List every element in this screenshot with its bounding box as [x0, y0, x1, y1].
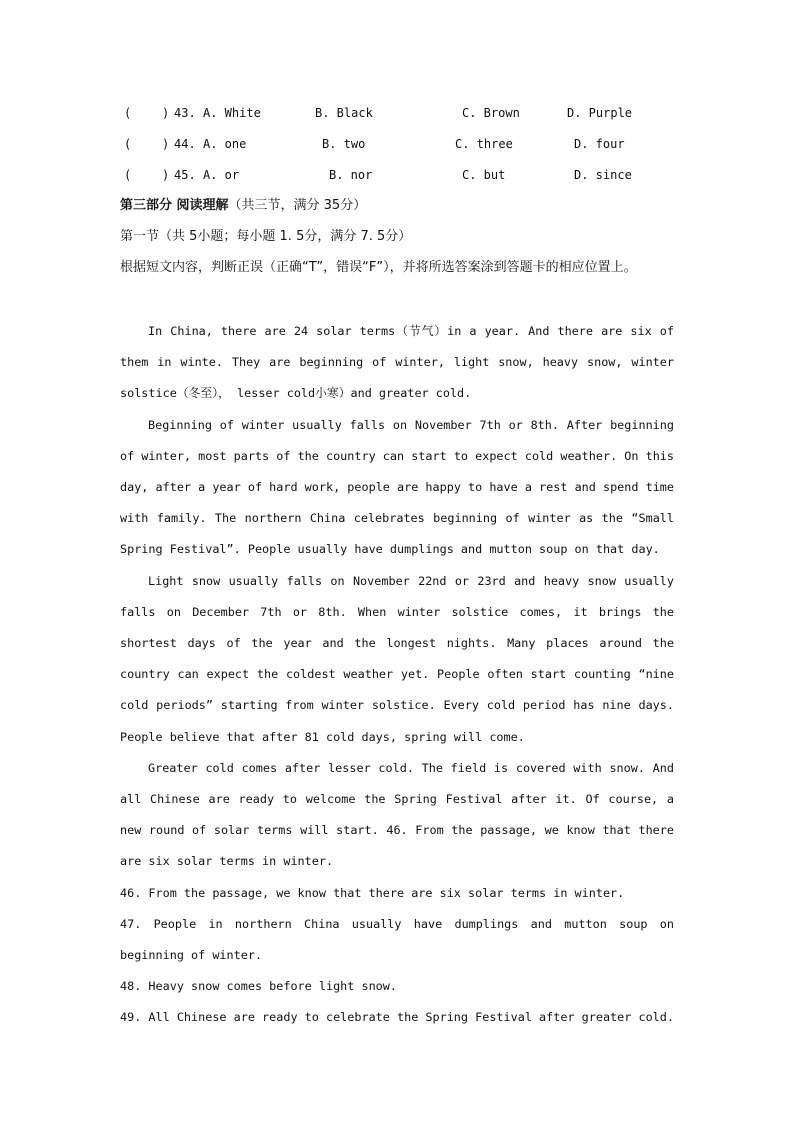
option-d: D. since [574, 168, 632, 182]
passage-paragraph: Beginning of winter usually falls on November 7th or 8th. After beginning of winter, most parts of the country can start to expect cold weather. On this day, after a year of hard work, people are happy to have a rest and spend time with family. The northern China celebrates beginning of winter as the “Small Spring Festival”. People usually have dumplings and mutton soup on that day. [120, 417, 674, 557]
option-b: B. nor [329, 168, 373, 182]
answer-paren-open: ( [124, 168, 132, 182]
passage-paragraph: Light snow usually falls on November 22nd or 23rd and heavy snow usually falls on December 7th or 8th. When winter solstice comes, it brings the shortest days of the year and the longest nights. Many places around the country can expect the coldest weather yet. People often start counting “nine cold periods” starting from winter solstice. Every cold period has nine days. People believe that after 81 cold days, spring will come. [120, 573, 674, 744]
option-c: C. Brown [462, 106, 520, 120]
option-d: D. Purple [567, 106, 633, 120]
option-c: C. three [455, 137, 513, 151]
option-b: B. two [322, 137, 366, 151]
section-heading [120, 196, 366, 216]
section-heading-note: （共三节，满分 35分） [228, 198, 367, 213]
question-item: 48. Heavy snow comes before light snow. [120, 979, 397, 994]
passage-paragraph: In China, there are 24 solar terms（节气）in a year. And there are six of them in winte. They are beginning of winter, light snow, heavy snow, winter solstice（冬至）， lesser cold小寒）and greater cold. [120, 324, 674, 401]
answer-paren-open: ( [124, 106, 132, 120]
option-a: A. or [203, 168, 240, 182]
section-instruction: 根据短文内容，判断正误（正确“T”，错误“F”），并将所选答案涂到答题卡的相应位置上。 [120, 260, 637, 275]
question-item: 47. People in northern China usually have dumplings and mutton soup on beginning of winter. [120, 916, 674, 963]
question-item: 46. From the passage, we know that there are six solar terms in winter. [120, 885, 625, 900]
option-b: B. Black [315, 106, 373, 120]
reading-passage [120, 316, 674, 1034]
section-heading-title: 第三部分 阅读理解 [120, 198, 229, 213]
option-c: C. but [462, 168, 506, 182]
answer-paren-open: ( [124, 137, 132, 151]
question-number: 43. [174, 106, 196, 120]
option-d: D. four [574, 137, 625, 151]
question-number: 44. [174, 137, 196, 151]
answer-paren-close: ) [162, 137, 170, 151]
answer-paren-close: ) [162, 106, 170, 120]
passage-paragraph: Greater cold comes after lesser cold. The field is covered with snow. And all Chinese are ready to welcome the Spring Festival after it. Of course, a new round of solar terms will start. 46. From the passage, we know that there are six solar terms in winter. [120, 760, 674, 869]
option-a: A. White [203, 106, 261, 120]
question-item: 49. All Chinese are ready to celebrate the Spring Festival after greater cold. [120, 1010, 674, 1025]
section-subheading: 第一节（共 5小题；每小题 1. 5分，满分 7. 5分） [120, 229, 412, 244]
option-a: A. one [203, 137, 247, 151]
answer-paren-close: ) [162, 168, 170, 182]
question-number: 45. [174, 168, 196, 182]
